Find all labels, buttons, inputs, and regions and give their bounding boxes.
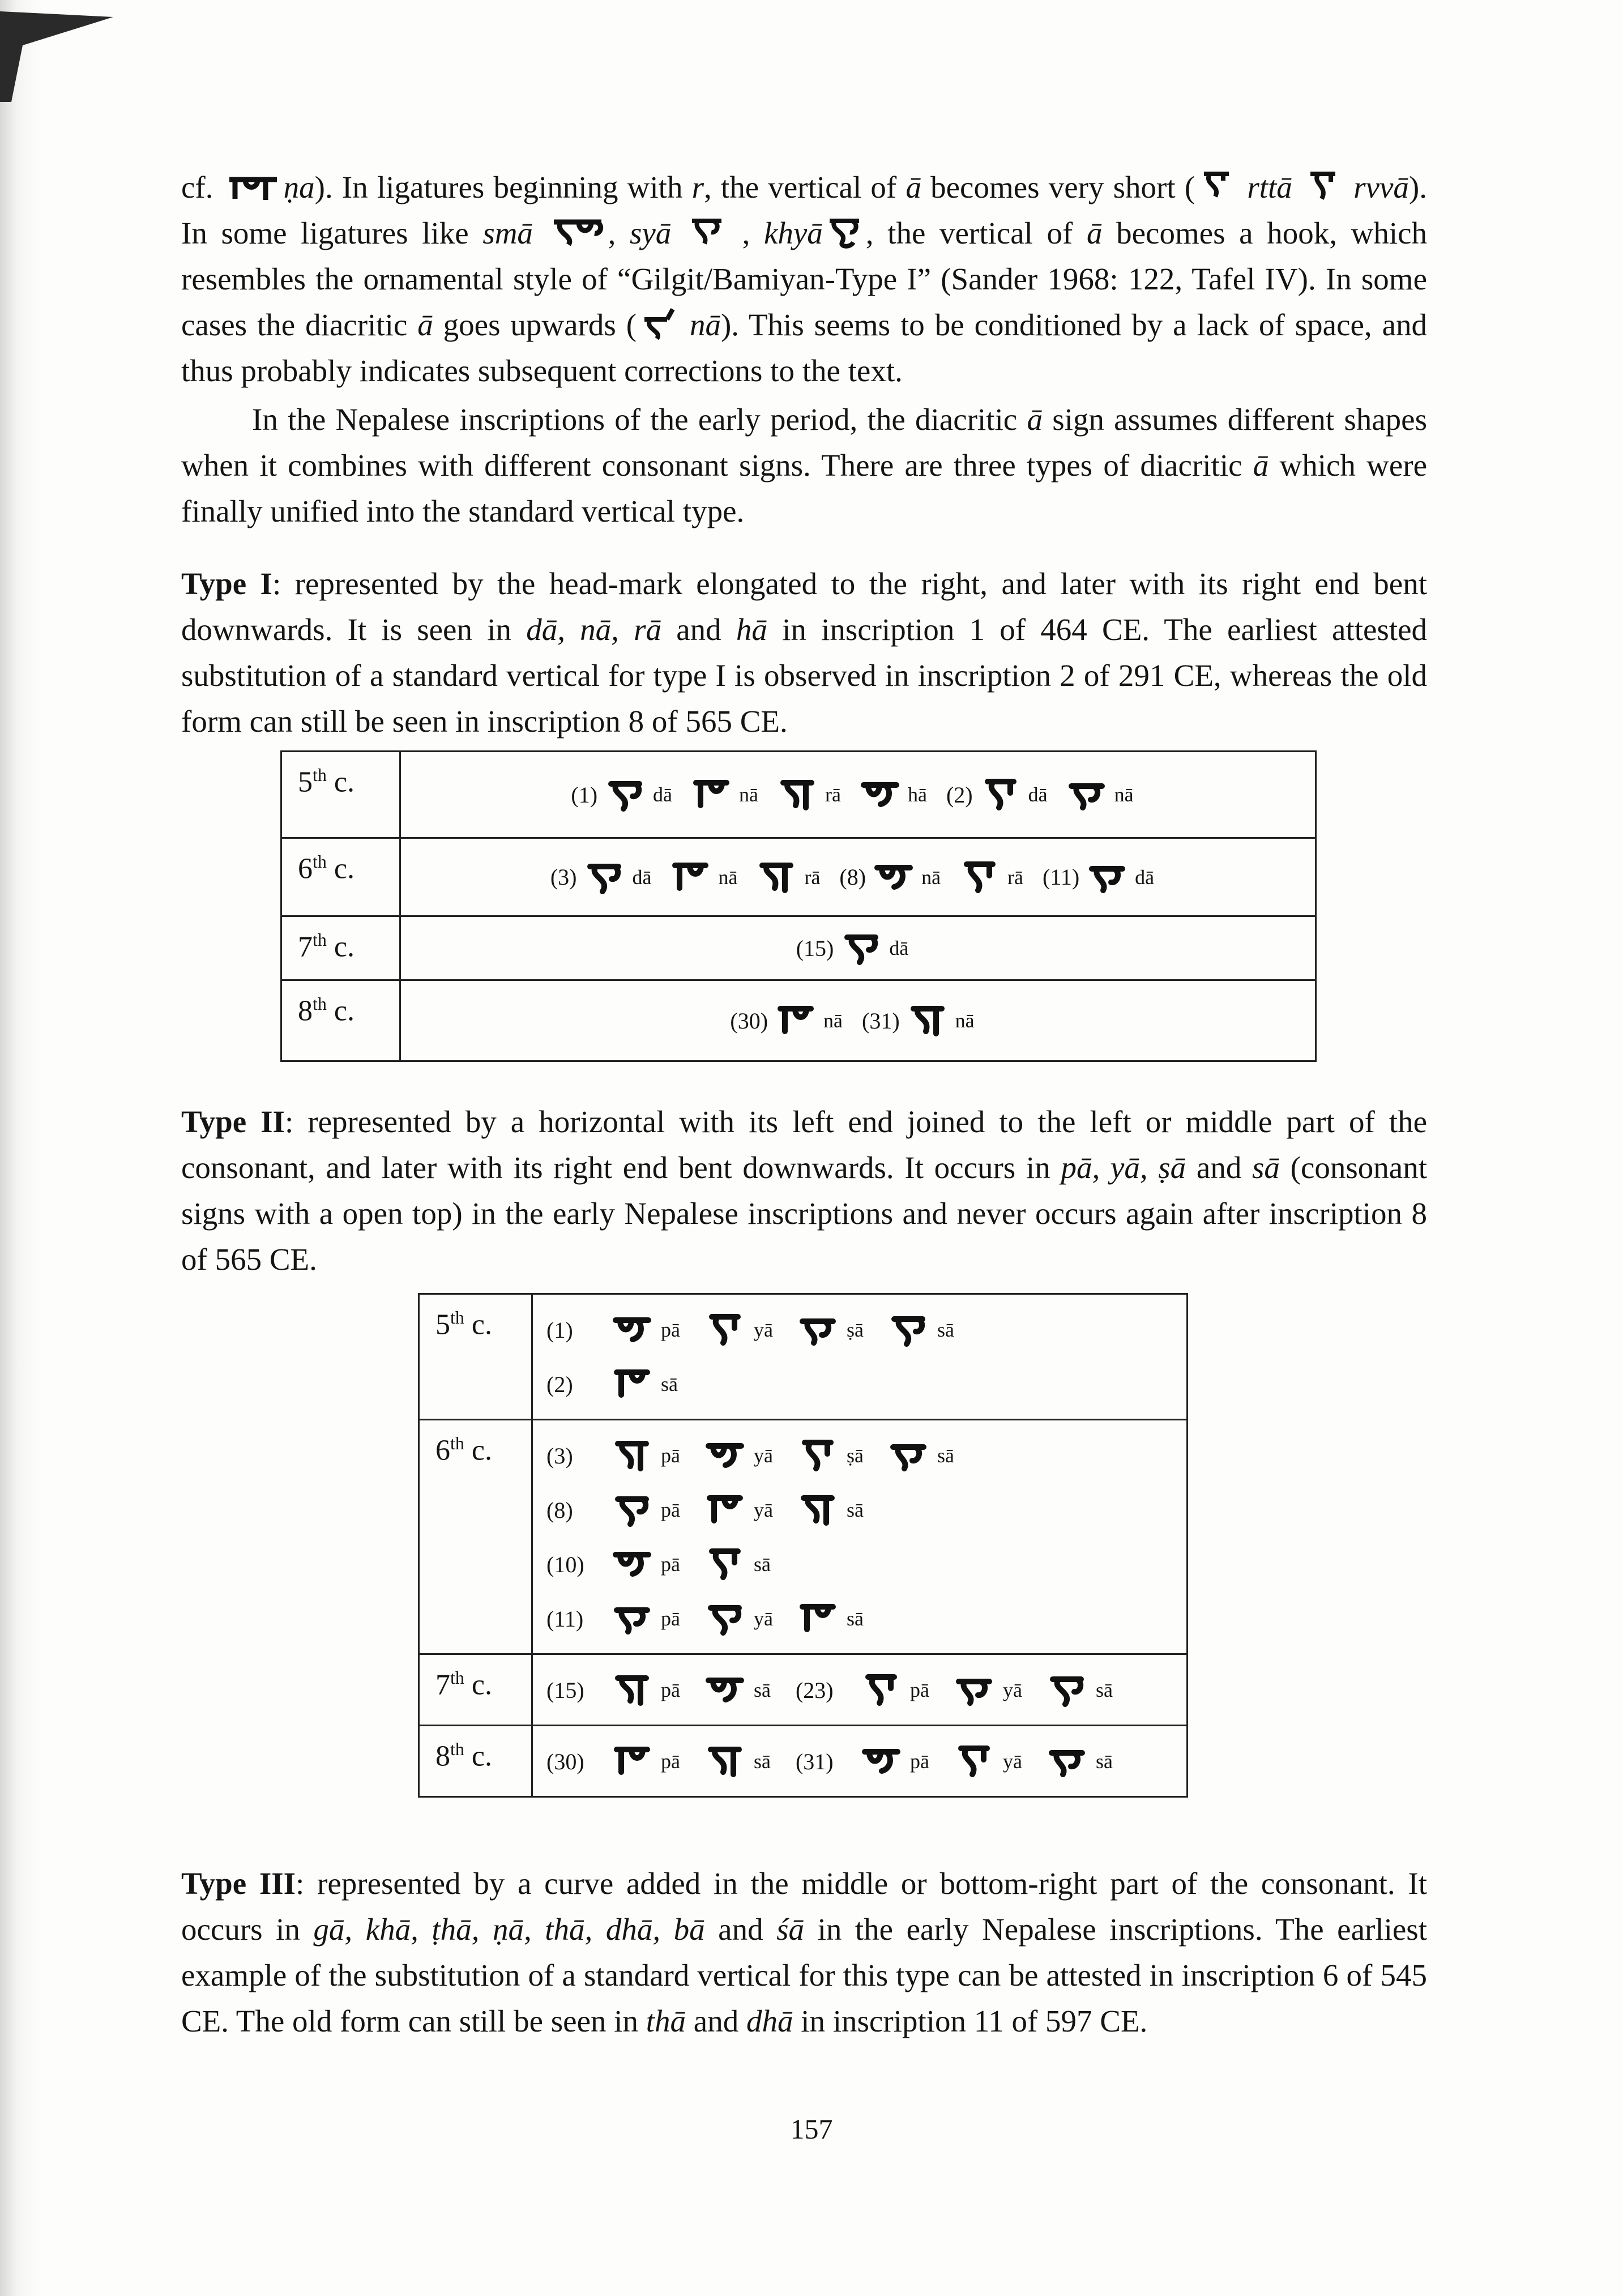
syllable-label: yā [753, 1444, 773, 1467]
specimen-line [533, 1303, 1186, 1357]
syllable-label: dā [1135, 865, 1155, 889]
paragraph-type-2: Type II: represented by a horizontal with its left end joined to the left or middle part of the consonant, and later with its right end bent downwards. It occurs in pā, yā, ṣā and sā (consonant signs with a open top) in the early Nepalese inscriptions and never occurs again after inscription 8 of 565 CE. [181, 1104, 1427, 1277]
inscription-number: (30) [730, 1008, 768, 1034]
century-label: c. [464, 1434, 492, 1467]
specimen-line [533, 1428, 1186, 1483]
inscription-number: (1) [546, 1317, 573, 1343]
script-glyph-icon [798, 1599, 838, 1638]
specimen-line [533, 1537, 1186, 1591]
century-cell [419, 1726, 532, 1797]
syllable-label: pā [661, 1750, 680, 1773]
script-glyph-icon [960, 857, 1000, 897]
table-row [281, 752, 1316, 838]
script-glyph-icon [612, 1599, 652, 1638]
script-glyph-icon [954, 1670, 994, 1710]
century-label: c. [464, 1308, 492, 1341]
century-cell [419, 1420, 532, 1654]
century-suffix: th [450, 1307, 464, 1328]
script-glyph-icon [1087, 857, 1127, 897]
paragraph-nepalese-inscriptions: In the Nepalese inscriptions of the early period, the diacritic ā sign assumes different shapes when it combines with different consonant signs. There are three types of diacritic ā which were finally unified into the standard vertical type. [181, 402, 1427, 528]
script-glyph-icon [670, 857, 710, 897]
century-number: 7 [435, 1668, 450, 1701]
script-glyph-icon [1047, 1742, 1087, 1781]
inscription-number: (3) [546, 1443, 573, 1469]
script-glyph-icon [705, 1436, 745, 1475]
syllable-label: yā [753, 1499, 773, 1521]
specimen-cell [532, 1294, 1188, 1420]
script-glyph-icon [757, 857, 796, 897]
script-glyph-icon [612, 1310, 652, 1350]
syllable-label: sā [753, 1553, 771, 1576]
syllable-label: rā [1007, 865, 1024, 889]
syllable-label: yā [1002, 1679, 1022, 1701]
paragraph-type-1: Type I: represented by the head-mark elongated to the right, and later with its right end bent downwards. It is seen in dā, nā, rā and hā in inscription 1 of 464 CE. The earliest attested substitution of a standard vertical for type I is observed in inscription 2 of 291 CE, whereas the old form can still be seen in inscription 8 of 565 CE. [181, 566, 1427, 739]
inscription-number: (15) [796, 935, 834, 961]
syllable-label: ṣā [846, 1444, 864, 1467]
table-row [281, 838, 1316, 916]
inscription-number: (11) [1043, 864, 1080, 890]
script-glyph-na-upwards-icon [640, 306, 676, 342]
inscription-number: (1) [571, 782, 598, 808]
century-label: c. [326, 766, 355, 799]
syllable-label: dā [653, 783, 673, 806]
syllable-label: nā [823, 1009, 843, 1032]
syllable-label: yā [753, 1318, 773, 1341]
script-glyph-icon [705, 1490, 745, 1530]
syllable-label: ṣā [846, 1318, 864, 1341]
inscription-number: (11) [546, 1606, 584, 1632]
script-glyph-na-icon [226, 168, 280, 204]
century-label: c. [326, 852, 355, 885]
century-cell [419, 1654, 532, 1726]
syllable-label: sā [937, 1444, 954, 1467]
script-glyph-icon [705, 1544, 745, 1584]
inscription-number: (23) [795, 1677, 834, 1703]
script-glyph-icon [889, 1310, 928, 1350]
syllable-label: dā [1028, 783, 1048, 806]
specimen-cell [532, 1654, 1188, 1726]
syllable-label: pā [661, 1499, 680, 1521]
inscription-number: (30) [546, 1748, 584, 1774]
script-glyph-icon [798, 1310, 838, 1350]
inscription-number: (2) [546, 1371, 573, 1397]
binding-shadow [0, 0, 40, 2296]
table-row [419, 1726, 1188, 1797]
script-glyph-icon [861, 1670, 901, 1710]
century-number: 8 [298, 995, 313, 1027]
syllable-label: pā [661, 1444, 680, 1467]
script-glyph-icon [705, 1742, 745, 1781]
inscription-number: (3) [550, 864, 577, 890]
syllable-label: sā [1095, 1679, 1113, 1701]
syllable-label: hā [907, 783, 927, 806]
century-suffix: th [313, 993, 327, 1014]
table-row [419, 1420, 1188, 1654]
specimen-line [533, 1591, 1186, 1646]
script-glyph-icon [612, 1670, 652, 1710]
syllable-label: pā [661, 1553, 680, 1576]
syllable-label: dā [632, 865, 652, 889]
century-number: 7 [298, 931, 313, 963]
script-glyph-rtta-icon [1198, 168, 1235, 204]
century-suffix: th [313, 851, 327, 872]
syllable-label: sā [846, 1499, 864, 1521]
script-glyph-icon [612, 1742, 652, 1781]
paragraph-ligatures: cf. ṇa). In ligatures beginning with r, the vertical of ā becomes very short ( rttā rvvā). In some ligatures like smā , syā , khyā , the vertical of ā becomes a hook, which resembles the ornamental style of “Gilgit/Bamiyan-Type I” (Sander 1968: 122, Tafel IV). In some cases the diacritic ā goes upwards ( nā). This seems to be conditioned by a lack of space, and thus probably indicates subsequent corrections to the text. [181, 164, 1427, 394]
script-glyph-rvva-icon [1305, 168, 1341, 204]
syllable-label: pā [661, 1607, 680, 1630]
script-glyph-icon [705, 1670, 745, 1710]
script-glyph-icon [798, 1436, 838, 1475]
table-row [281, 916, 1316, 980]
inscription-number: (15) [546, 1677, 584, 1703]
century-cell [281, 980, 400, 1061]
syllable-label: rā [825, 783, 841, 806]
script-glyph-icon [612, 1544, 652, 1584]
century-suffix: th [313, 765, 327, 785]
script-glyph-sya-icon [689, 214, 725, 250]
script-glyph-icon [954, 1742, 994, 1781]
script-glyph-icon [1067, 775, 1107, 814]
century-label: c. [464, 1668, 492, 1701]
type-1-heading: Type I [181, 566, 272, 601]
page-number: 157 [790, 2113, 833, 2145]
table-row [281, 980, 1316, 1061]
syllable-label: sā [661, 1373, 678, 1395]
script-glyph-icon [861, 1742, 901, 1781]
script-glyph-icon [889, 1436, 928, 1475]
specimen-cell [400, 752, 1316, 838]
script-glyph-icon [778, 775, 817, 814]
syllable-label: sā [1095, 1750, 1113, 1773]
script-glyph-icon [908, 1001, 947, 1040]
script-glyph-icon [705, 1599, 745, 1638]
syllable-label: nā [718, 865, 738, 889]
script-glyph-icon [798, 1490, 838, 1530]
script-glyph-icon [691, 775, 731, 814]
paragraph-type-3: Type III: represented by a curve added in the middle or bottom-right part of the consonant. It occurs in gā, khā, ṭhā, ṇā, thā, dhā, bā and śā in the early Nepalese inscriptions. The earliest example of the substitution of a standard vertical for this type can be attested in inscription 6 of 545 CE. The old form can still be seen in thā and dhā in inscription 11 of 597 CE. [181, 1866, 1427, 2038]
inscription-number: (8) [839, 864, 866, 890]
type-3-heading: Type III [181, 1866, 296, 1901]
type-2-heading: Type II [181, 1104, 285, 1139]
script-glyph-icon [874, 857, 913, 897]
syllable-label: pā [661, 1318, 680, 1341]
syllable-label: yā [1002, 1750, 1022, 1773]
century-label: c. [464, 1740, 492, 1773]
specimen-line [533, 1357, 1186, 1411]
syllable-label: pā [661, 1679, 680, 1701]
script-glyph-icon [612, 1364, 652, 1404]
script-glyph-icon [612, 1490, 652, 1530]
syllable-label: nā [1114, 783, 1134, 806]
script-glyph-icon [981, 775, 1020, 814]
specimen-cell [532, 1420, 1188, 1654]
syllable-label: yā [753, 1607, 773, 1630]
table-row [419, 1654, 1188, 1726]
century-number: 5 [435, 1308, 450, 1341]
century-cell [281, 752, 400, 838]
inscription-number: (2) [946, 782, 973, 808]
script-glyph-icon [842, 928, 881, 968]
syllable-label: nā [921, 865, 941, 889]
century-suffix: th [450, 1667, 464, 1688]
script-glyph-icon [584, 857, 624, 897]
script-glyph-icon [605, 775, 645, 814]
specimen-cell [400, 838, 1316, 916]
century-label: c. [326, 995, 355, 1027]
inscription-number: (8) [546, 1497, 573, 1523]
syllable-label: dā [889, 937, 909, 959]
specimen-cell [400, 980, 1316, 1061]
page-corner-mark [0, 11, 113, 102]
script-glyph-icon [612, 1436, 652, 1475]
table-row [419, 1294, 1188, 1420]
inscription-number: (31) [862, 1008, 900, 1034]
specimen-line [533, 1663, 1186, 1717]
type-1-table [280, 750, 1317, 1062]
syllable-label: sā [753, 1679, 771, 1701]
script-glyph-sma-icon [550, 214, 605, 250]
script-glyph-icon [1047, 1670, 1087, 1710]
syllable-label: nā [955, 1009, 975, 1032]
syllable-label: rā [804, 865, 821, 889]
inscription-number: (31) [795, 1748, 834, 1774]
syllable-label: sā [846, 1607, 864, 1630]
inscription-number: (10) [546, 1551, 584, 1577]
century-number: 6 [435, 1434, 450, 1467]
syllable-label: nā [739, 783, 759, 806]
script-glyph-khya-icon [826, 214, 862, 250]
syllable-label: pā [909, 1750, 929, 1773]
script-glyph-icon [705, 1310, 745, 1350]
century-suffix: th [450, 1739, 464, 1759]
century-label: c. [326, 931, 355, 963]
century-number: 8 [435, 1740, 450, 1773]
syllable-label: sā [937, 1318, 954, 1341]
syllable-label: pā [909, 1679, 929, 1701]
century-number: 6 [298, 852, 313, 885]
century-suffix: th [313, 929, 327, 950]
specimen-line [533, 1734, 1186, 1789]
script-glyph-icon [860, 775, 900, 814]
specimen-cell [532, 1726, 1188, 1797]
century-cell [281, 916, 400, 980]
century-cell [281, 838, 400, 916]
syllable-label: sā [753, 1750, 771, 1773]
specimen-cell [400, 916, 1316, 980]
script-glyph-icon [776, 1001, 815, 1040]
century-number: 5 [298, 766, 313, 799]
century-suffix: th [450, 1433, 464, 1453]
specimen-line [533, 1483, 1186, 1537]
century-cell [419, 1294, 532, 1420]
type-2-table [418, 1293, 1188, 1798]
